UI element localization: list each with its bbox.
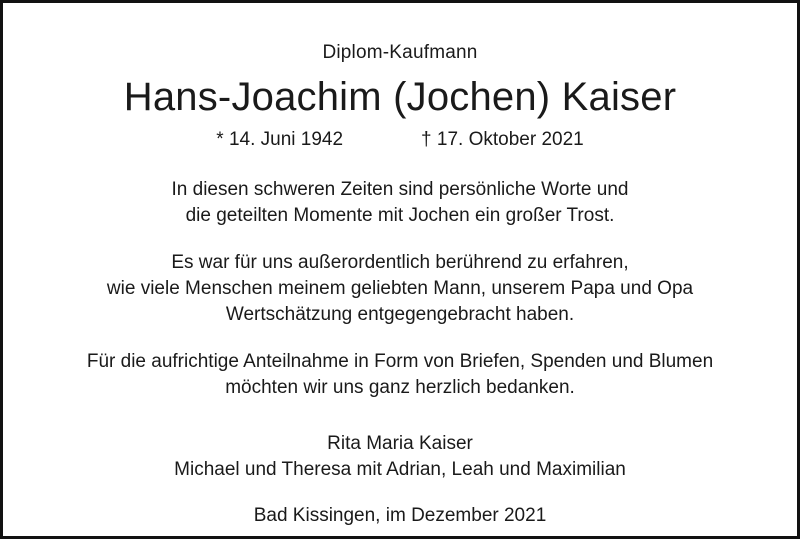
- paragraph-line: möchten wir uns ganz herzlich bedanken.: [225, 377, 575, 398]
- paragraph-line: Es war für uns außerordentlich berührend zu erfahren,: [171, 252, 629, 273]
- place-and-date: Bad Kissingen, im Dezember 2021: [253, 505, 547, 526]
- paragraph-line: die geteilten Momente mit Jochen ein großer Trost.: [185, 205, 615, 226]
- life-dates: [216, 127, 583, 153]
- memorial-paragraph-2: [107, 250, 693, 328]
- profession-line: Diplom-Kaufmann: [322, 42, 478, 63]
- memorial-paragraph-3: [87, 349, 713, 401]
- paragraph-line: wie viele Menschen meinem geliebten Mann, unserem Papa und Opa: [106, 278, 694, 299]
- paragraph-line: In diesen schweren Zeiten sind persönliche Worte und: [171, 179, 629, 200]
- signature-line: Michael und Theresa mit Adrian, Leah und Maximilian: [174, 459, 626, 480]
- memorial-paragraph-1: [172, 177, 629, 229]
- birth-date: * 14. Juni 1942: [216, 129, 344, 150]
- obituary-content: [3, 3, 797, 536]
- family-signatures: [174, 431, 626, 483]
- paragraph-line: Für die aufrichtige Anteilnahme in Form von Briefen, Spenden und Blumen: [86, 351, 714, 372]
- signature-line: Rita Maria Kaiser: [327, 433, 473, 454]
- deceased-name: Hans-Joachim (Jochen) Kaiser: [123, 75, 677, 119]
- paragraph-line: Wertschätzung entgegengebracht haben.: [225, 304, 575, 325]
- death-date: † 17. Oktober 2021: [421, 129, 584, 150]
